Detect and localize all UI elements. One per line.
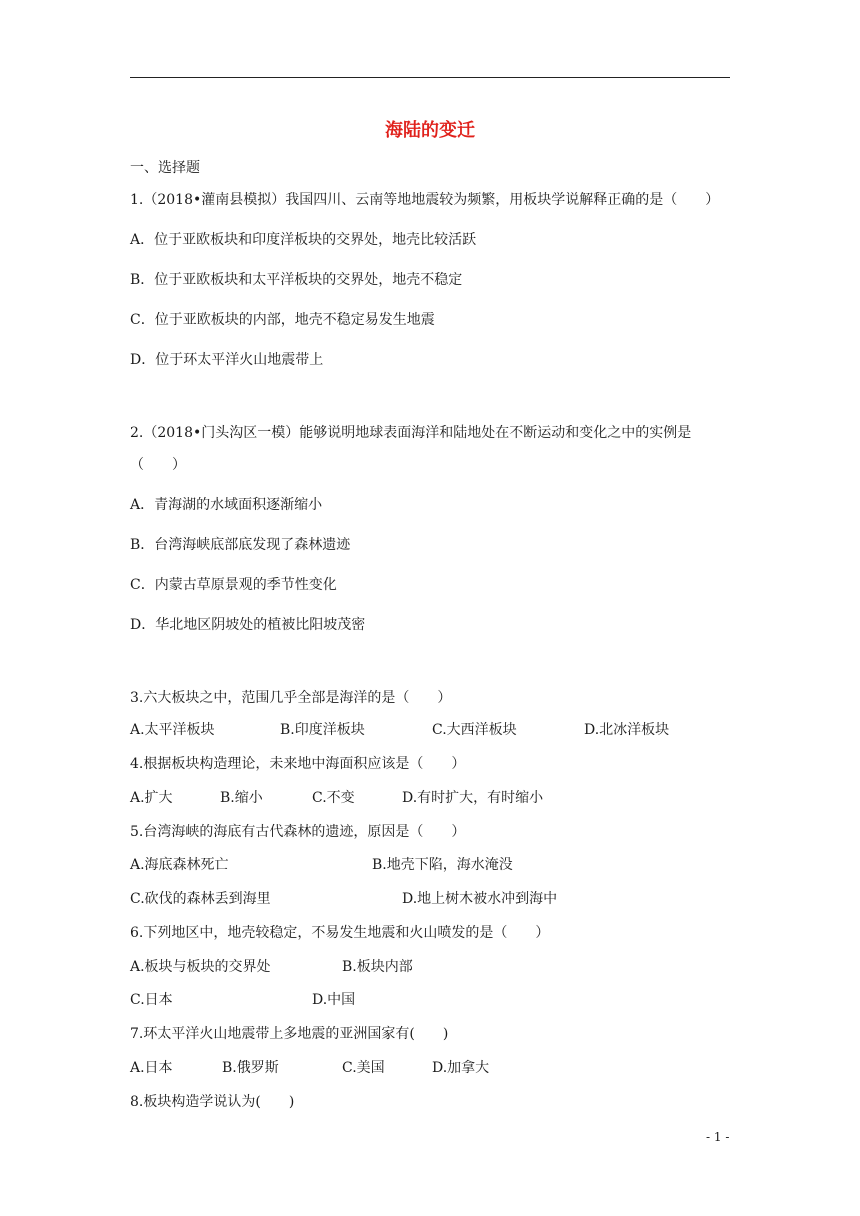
question-4-stem: 4.根据板块构造理论，未来地中海面积应该是（ ）	[130, 756, 466, 772]
question-5-option-c: C.砍伐的森林丢到海里	[130, 891, 271, 907]
question-8-stem: 8.板块构造学说认为( )	[130, 1094, 295, 1110]
question-3-option-c: C.大西洋板块	[432, 722, 517, 738]
question-1-option-d: D．位于环太平洋火山地震带上	[130, 352, 324, 368]
question-7-option-a: A.日本	[130, 1060, 173, 1076]
question-5-option-d: D.地上树木被水冲到海中	[402, 891, 558, 907]
question-2-option-b: B．台湾海峡底部底发现了森林遗迹	[130, 537, 351, 553]
question-4-option-a: A.扩大	[130, 790, 173, 806]
question-1-option-a: A．位于亚欧板块和印度洋板块的交界处，地壳比较活跃	[130, 232, 477, 248]
question-3-option-b: B.印度洋板块	[280, 722, 365, 738]
question-7-option-b: B.俄罗斯	[222, 1060, 279, 1076]
question-2-option-c: C．内蒙古草原景观的季节性变化	[130, 577, 337, 593]
question-2-stem: 2.（2018•门头沟区一模）能够说明地球表面海洋和陆地处在不断运动和变化之中的实例是	[130, 425, 692, 441]
question-1-option-c: C．位于亚欧板块的内部，地壳不稳定易发生地震	[130, 312, 435, 328]
question-6-option-b: B.板块内部	[342, 959, 413, 975]
header-rule	[130, 77, 730, 78]
question-6-option-c: C.日本	[130, 992, 173, 1008]
question-3-option-d: D.北冰洋板块	[584, 722, 670, 738]
question-4-option-c: C.不变	[312, 790, 355, 806]
question-1-option-b: B．位于亚欧板块和太平洋板块的交界处，地壳不稳定	[130, 272, 463, 288]
section-heading: 一、选择题	[130, 160, 200, 176]
question-7-stem: 7.环太平洋火山地震带上多地震的亚洲国家有( )	[130, 1026, 449, 1042]
question-1-stem: 1.（2018•灌南县模拟）我国四川、云南等地地震较为频繁，用板块学说解释正确的是（ ）	[130, 192, 720, 208]
question-2-option-d: D．华北地区阴坡处的植被比阳坡茂密	[130, 617, 366, 633]
question-5-stem: 5.台湾海峡的海底有古代森林的遗迹，原因是（ ）	[130, 824, 466, 840]
question-3-stem: 3.六大板块之中，范围几乎全部是海洋的是（ ）	[130, 690, 452, 706]
page-number: - 1 -	[706, 1130, 730, 1144]
question-6-option-d: D.中国	[312, 992, 356, 1008]
question-6-stem: 6.下列地区中，地壳较稳定，不易发生地震和火山喷发的是（ ）	[130, 925, 550, 941]
question-5-option-b: B.地壳下陷，海水淹没	[372, 857, 513, 873]
question-2-option-a: A．青海湖的水域面积逐渐缩小	[130, 497, 323, 513]
question-5-option-a: A.海底森林死亡	[130, 857, 229, 873]
question-3-option-a: A.太平洋板块	[130, 722, 215, 738]
question-4-option-d: D.有时扩大，有时缩小	[402, 790, 544, 806]
question-2-stem-cont: （ ）	[130, 457, 186, 473]
page-title: 海陆的变迁	[385, 120, 475, 141]
question-4-option-b: B.缩小	[220, 790, 263, 806]
question-7-option-c: C.美国	[342, 1060, 385, 1076]
question-7-option-d: D.加拿大	[432, 1060, 490, 1076]
question-6-option-a: A.板块与板块的交界处	[130, 959, 271, 975]
